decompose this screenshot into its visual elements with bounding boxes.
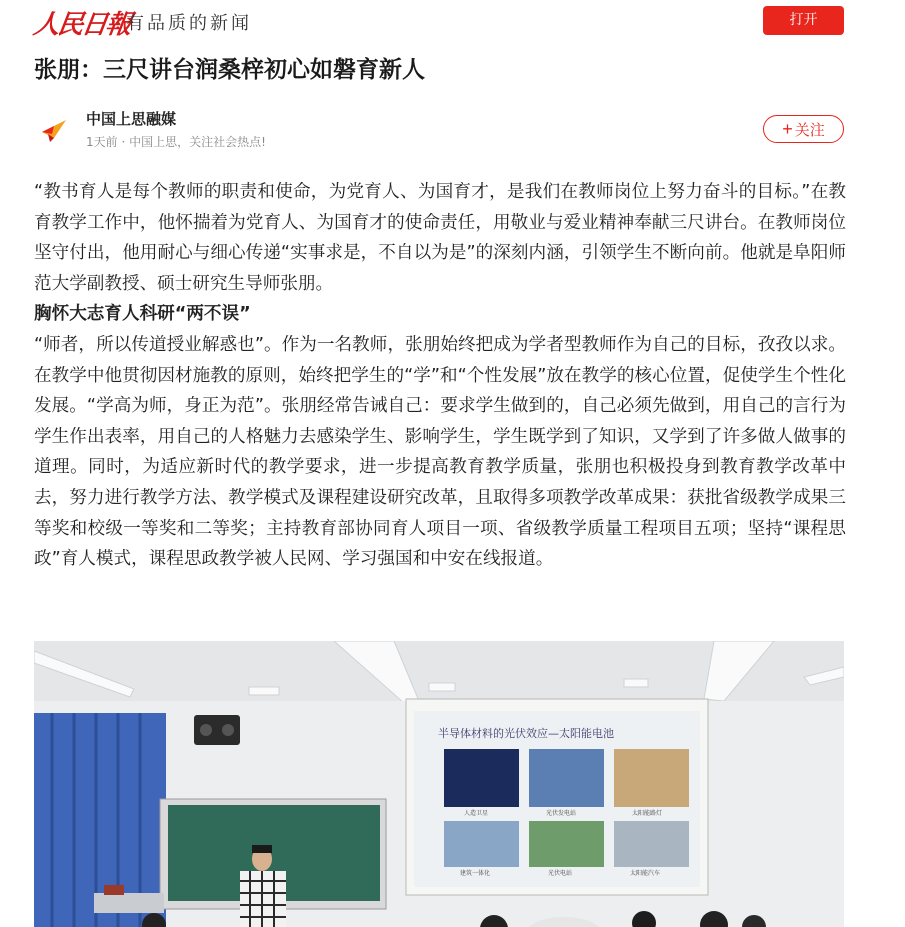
author-name[interactable]: 中国上思融媒 <box>86 110 177 128</box>
slogan: 有品质的新闻 <box>126 13 252 34</box>
article-title: 张朋：三尺讲台润桑梓初心如磐育新人 <box>34 57 425 83</box>
classroom-illustration <box>34 641 844 927</box>
slide-caption: 太阳能汽车 <box>630 870 661 877</box>
section-heading: 胸怀大志育人科研“两不误” <box>34 304 251 325</box>
slide-caption: 光伏电站 <box>548 870 573 877</box>
open-app-button[interactable]: 打开 <box>763 6 844 35</box>
peoples-daily-logo[interactable]: 人民日報 <box>31 10 132 40</box>
media-logo-icon[interactable] <box>36 112 70 146</box>
article-body <box>34 177 846 575</box>
slide-title: 半导体材料的光伏效应—太阳能电池 <box>438 727 614 740</box>
follow-button[interactable] <box>763 115 844 143</box>
slide-caption: 太阳能路灯 <box>632 810 663 817</box>
paragraph: “教书育人是每个教师的职责和使命，为党育人、为国育才，是我们在教师岗位上努力奋斗的目标。”在教育教学工作中，他怀揣着为党育人、为国育才的使命责任，用敬业与爱业精神奉献三尺讲台。在教师岗位坚守付出，他用耐心与细心传递“实事求是，不自以为是”的深刻内涵，引领学生不断向前。他就是阜阳师范大学副教授、硕士研究生导师张朋。 <box>34 182 846 294</box>
slide-caption: 建筑一体化 <box>460 870 491 877</box>
classroom-photo[interactable] <box>34 641 844 927</box>
slide-caption: 人造卫星 <box>464 810 489 817</box>
paragraph: “师者，所以传道授业解惑也”。作为一名教师，张朋始终把成为学者型教师作为自己的目标，孜孜以求。在教学中他贯彻因材施教的原则，始终把学生的“学”和“个性发展”放在教学的核心位置，促使学生个性化发展。“学高为师，身正为范”。张朋经常告诫自己：要求学生做到的，自己必须先做到，用自己的言行为学生作出表率，用自己的人格魅力去感染学生、影响学生，学生既学到了知识，又学到了许多做人做事的道理。同时，为适应新时代的教学要求，进一步提高教育教学质量，张朋也积极投身到教育教学改革中去，努力进行教学方法、教学模式及课程建设研究改革，且取得多项教学改革成果：获批省级教学成果三等奖和校级一等奖和二等奖；主持教育部协同育人项目一项、省级教学质量工程项目五项；坚持“课程思政”育人模式，课程思政教学被人民网、学习强国和中安在线报道。 <box>34 334 846 570</box>
top-bar <box>0 0 905 42</box>
author-meta: 1天前 · 中国上思，关注社会热点! <box>86 135 266 149</box>
author-row <box>34 106 844 152</box>
follow-label: 关注 <box>794 122 825 139</box>
slide-caption: 光伏发电站 <box>546 810 577 817</box>
plus-icon: + <box>782 119 793 139</box>
